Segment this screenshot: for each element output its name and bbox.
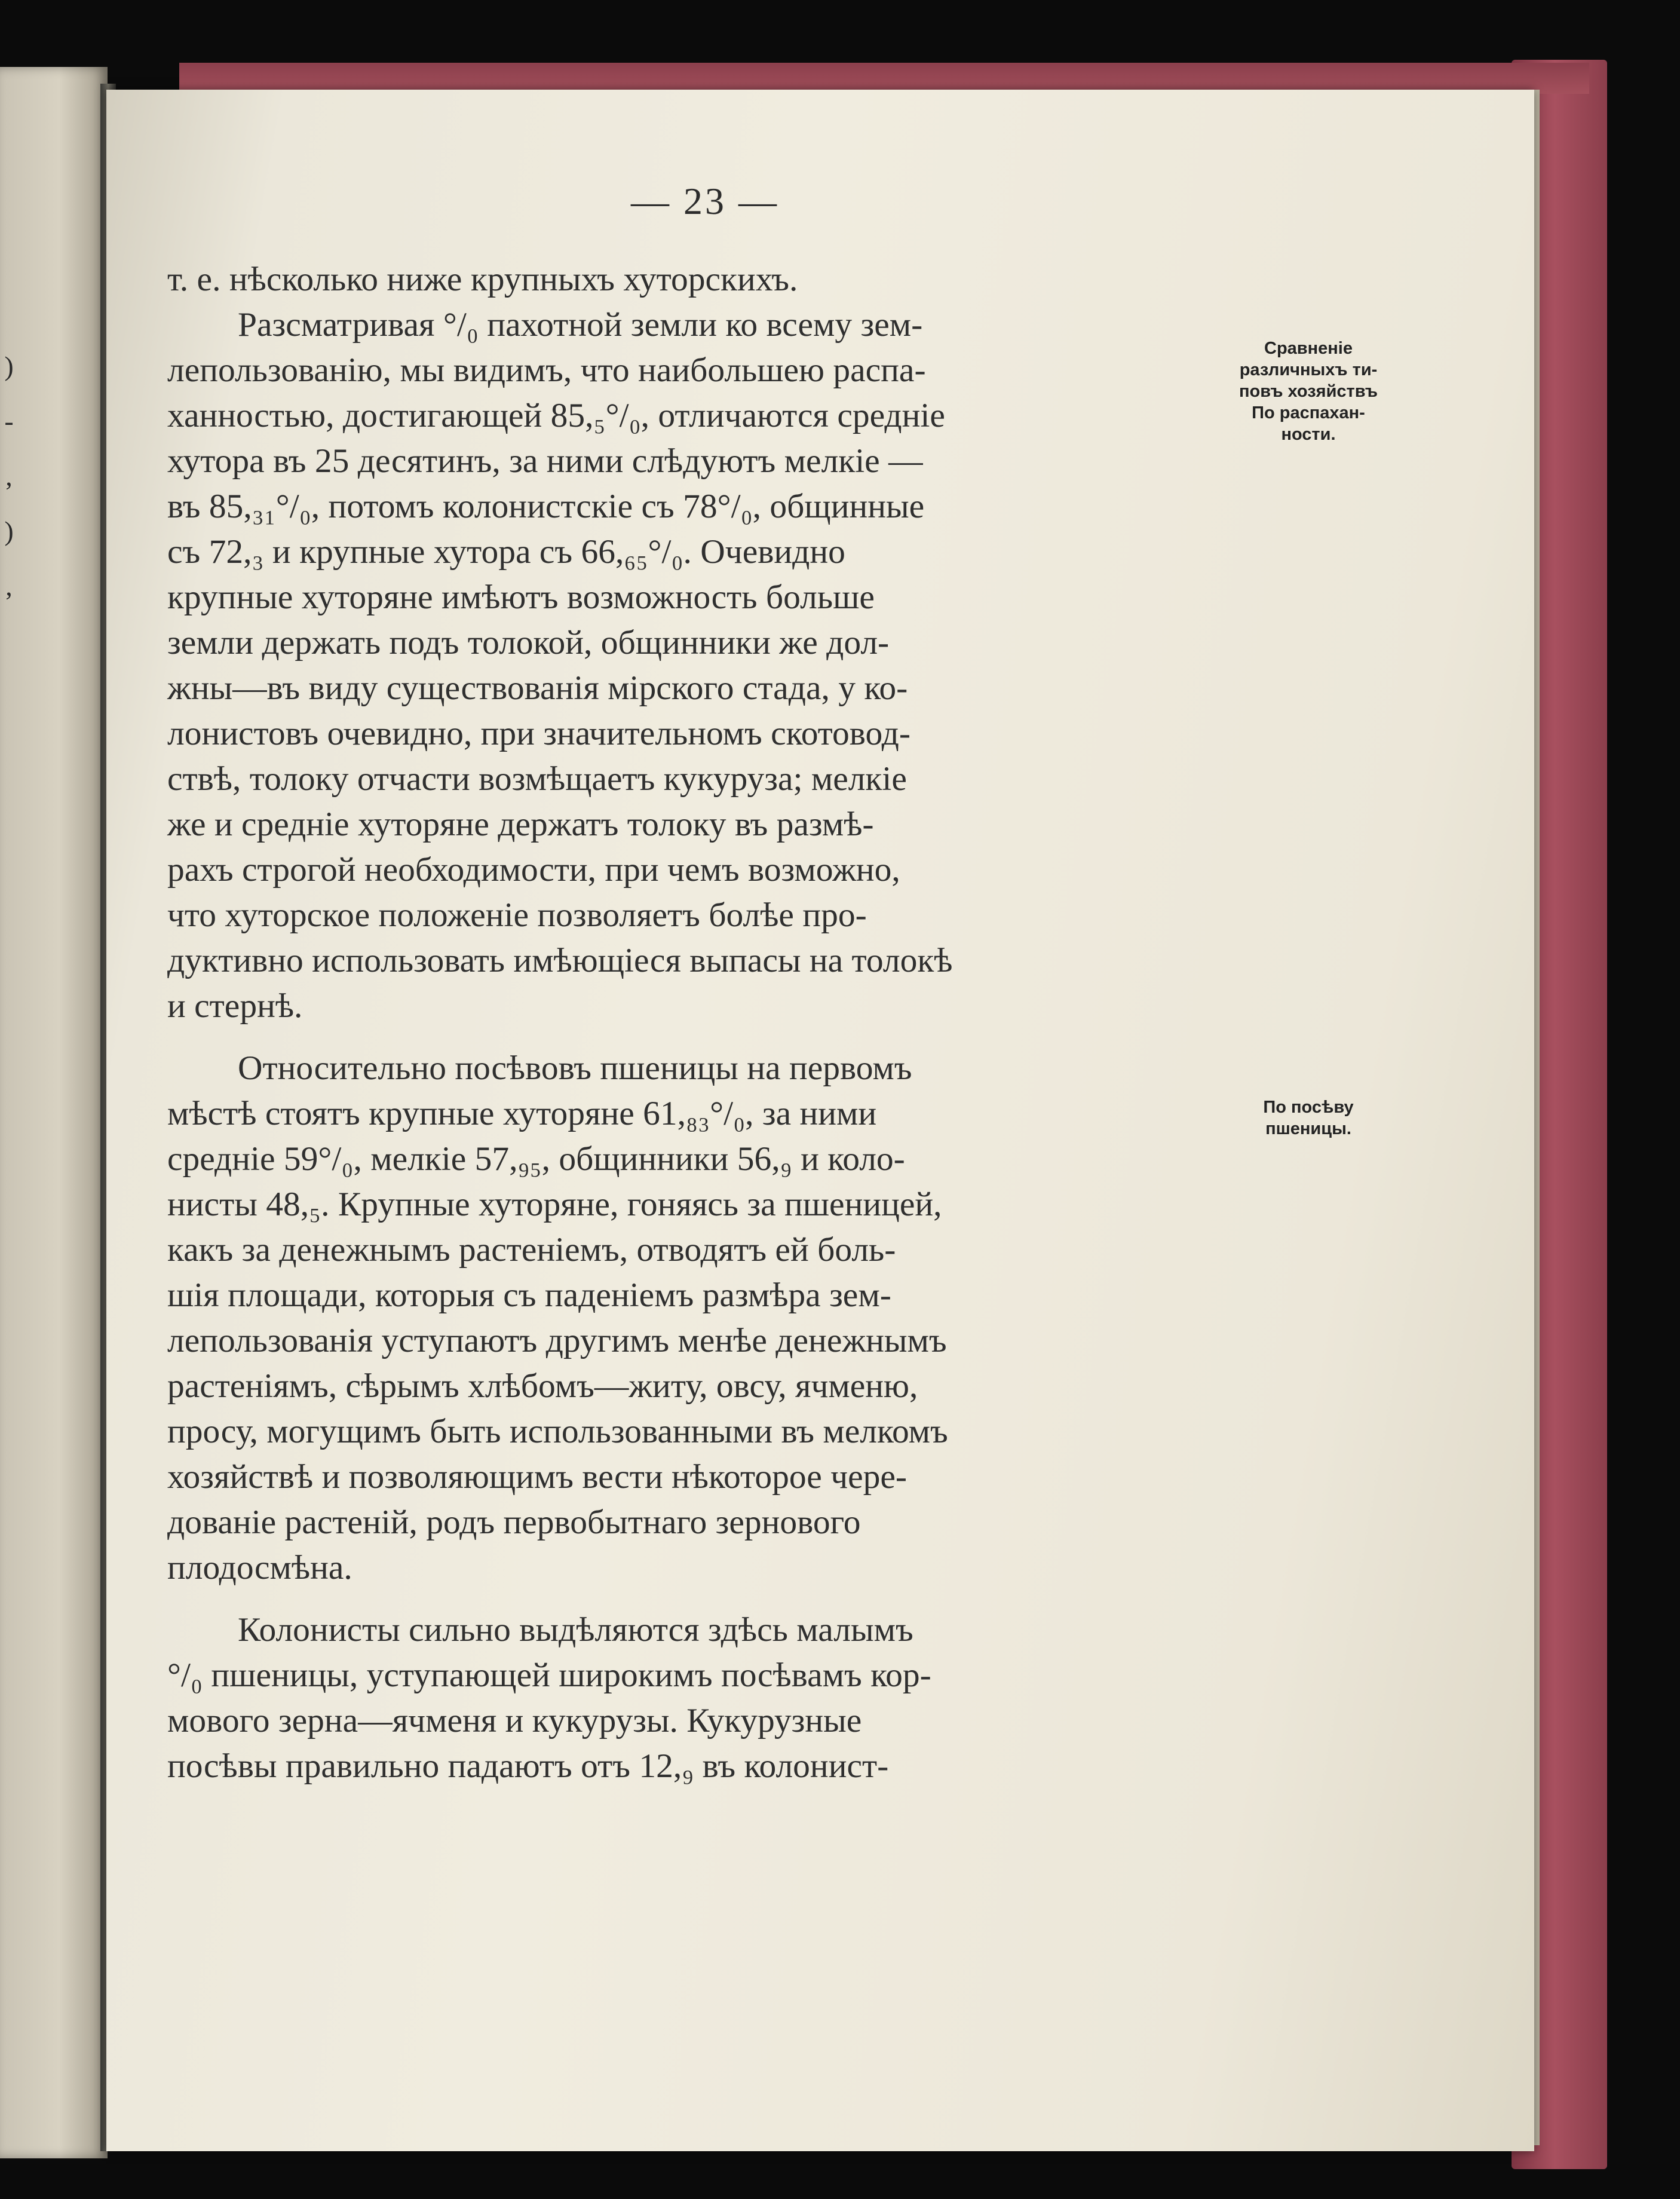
- text-line: лепользованія уступаютъ другимъ менѣе денежнымъ: [167, 1322, 947, 1359]
- text-line: хозяйствѣ и позволяющимъ вести нѣкоторое чере-: [167, 1458, 908, 1496]
- text-line: ствѣ, толоку отчасти возмѣщаетъ кукуруза; мелкіе: [167, 760, 907, 798]
- text-line: жны—въ виду существованія мірского стада, у ко-: [167, 669, 908, 707]
- text-line: лонистовъ очевидно, при значительномъ скотовод-: [167, 715, 911, 752]
- text-line: въ 85,₃₁°/₀, потомъ колонистскіе съ 78°/₀, общинные: [167, 488, 925, 525]
- margin-note-line: различныхъ ти-: [1239, 360, 1378, 379]
- margin-note-line: По посѣву: [1263, 1098, 1354, 1117]
- left-mark: ,: [5, 571, 13, 601]
- margin-note-line: пшеницы.: [1265, 1119, 1351, 1138]
- left-mark: ,: [5, 461, 13, 491]
- margin-note-line: Сравненіе: [1264, 339, 1353, 358]
- left-page-edge: [0, 67, 108, 2158]
- text-line: просу, могущимъ быть использованными въ мелкомъ: [167, 1413, 948, 1450]
- text-line: мѣстѣ стоятъ крупные хуторяне 61,₈₃°/₀, за ними: [167, 1095, 877, 1132]
- text-line: крупные хуторяне имѣютъ возможность больше: [167, 578, 875, 616]
- text-line: мового зерна—ячменя и кукурузы. Кукурузные: [167, 1702, 862, 1739]
- text-line: средніе 59°/₀, мелкіе 57,₉₅, общинники 56,₉ и коло-: [167, 1140, 905, 1178]
- text-line: т. е. нѣсколько ниже крупныхъ хуторскихъ.: [167, 261, 798, 298]
- text-line: же и средніе хуторяне держатъ толоку въ размѣ-: [167, 806, 874, 843]
- margin-note-comparison: [1219, 338, 1398, 445]
- left-page-marks: [0, 339, 18, 614]
- text-line: рахъ строгой необходимости, при чемъ возможно,: [167, 851, 900, 889]
- text-line: ханностью, достигающей 85,₅°/₀, отличаются средніе: [167, 397, 945, 434]
- text-line: дуктивно использовать имѣющіеся выпасы на толокѣ: [167, 942, 953, 979]
- margin-note-line: повъ хозяйствъ: [1238, 382, 1378, 401]
- text-line: °/₀ пшеницы, уступающей широкимъ посѣвамъ кор-: [167, 1656, 931, 1694]
- text-line: Колонисты сильно выдѣляются здѣсь малымъ: [238, 1611, 913, 1649]
- left-mark: ): [4, 351, 14, 381]
- left-mark: -: [4, 406, 14, 436]
- text-line: Разсматривая °/₀ пахотной земли ко всему зем-: [238, 306, 923, 344]
- text-line: Относительно посѣвовъ пшеницы на первомъ: [238, 1049, 912, 1087]
- text-line: нисты 48,₅. Крупные хуторяне, гоняясь за пшеницей,: [167, 1186, 942, 1223]
- text-line: посѣвы правильно падаютъ отъ 12,₉ въ колонист-: [167, 1747, 889, 1785]
- text-line: лепользованію, мы видимъ, что наибольшею распа-: [167, 351, 926, 389]
- margin-note-line: По распахан-: [1252, 403, 1365, 422]
- text-line: земли держать подъ толокой, общинники же дол-: [167, 624, 890, 661]
- text-line: какъ за денежнымъ растеніемъ, отводятъ ей боль-: [167, 1231, 896, 1269]
- text-line: что хуторское положеніе позволяетъ болѣе про-: [167, 896, 867, 934]
- margin-note-wheat: [1219, 1097, 1398, 1140]
- text-line: хутора въ 25 десятинъ, за ними слѣдуютъ мелкіе —: [167, 442, 923, 480]
- text-line: растеніямъ, сѣрымъ хлѣбомъ—житу, овсу, ячменю,: [167, 1367, 918, 1405]
- text-line: плодосмѣна.: [167, 1549, 352, 1587]
- text-line: съ 72,₃ и крупные хутора съ 66,₆₅°/₀. Очевидно: [167, 533, 845, 571]
- body-text: [167, 257, 1219, 1789]
- margin-note-line: ности.: [1281, 425, 1336, 444]
- page-number: — 23 —: [631, 180, 779, 222]
- text-line: шія площади, которыя съ паденіемъ размѣра зем-: [167, 1276, 891, 1314]
- left-mark: ): [4, 516, 14, 546]
- text-line: дованіе растеній, родъ первобытнаго зернового: [167, 1503, 861, 1541]
- text-line: и стернѣ.: [167, 987, 303, 1025]
